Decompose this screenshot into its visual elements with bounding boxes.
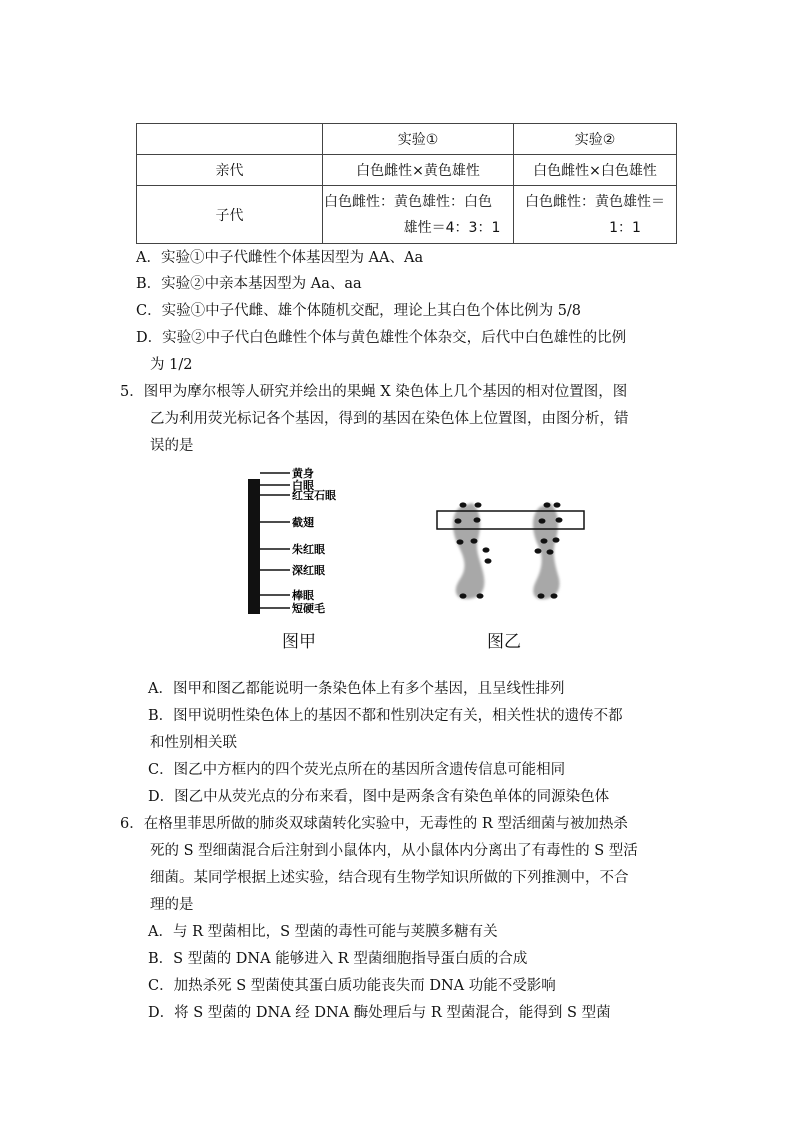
q6-stem-line2: 死的 S 型细菌混合后注射到小鼠体内，从小鼠体内分离出了有毒性的 S 型活 bbox=[150, 843, 638, 859]
q5-option-a: A．图甲和图乙都能说明一条染色体上有多个基因，且呈线性排列 bbox=[148, 681, 565, 697]
q5-stem-line3: 误的是 bbox=[150, 438, 194, 454]
gene-label-bar-eye: 棒眼 bbox=[292, 589, 314, 602]
row-label-parent: 亲代 bbox=[137, 155, 323, 186]
row-label-offspring: 子代 bbox=[137, 186, 323, 244]
figure-b-label: 图乙 bbox=[487, 632, 521, 652]
experiment-table bbox=[136, 123, 677, 244]
cell-offspring-exp2-line1: 白色雌性：黄色雄性＝ bbox=[525, 193, 665, 210]
q4-option-c: C．实验①中子代雌、雄个体随机交配，理论上其白色个体比例为 5/8 bbox=[136, 303, 582, 319]
gene-label-cut-wing: 截翅 bbox=[292, 516, 314, 529]
gene-label-ruby-eye: 红宝石眼 bbox=[292, 489, 336, 502]
figure-b-fluorescence bbox=[430, 495, 595, 610]
q4-option-b: B．实验②中亲本基因型为 Aa、aa bbox=[136, 276, 362, 292]
chromosome-left bbox=[453, 503, 484, 599]
q5-stem-line2: 乙为利用荧光标记各个基因，得到的基因在染色体上位置图，由图分析，错 bbox=[150, 411, 629, 427]
figure-a-label: 图甲 bbox=[282, 632, 316, 652]
q6-stem-line3: 细菌。某同学根据上述实验，结合现有生物学知识所做的下列推测中，不合 bbox=[150, 870, 629, 886]
q6-stem-line1: 6．在格里菲思所做的肺炎双球菌转化实验中，无毒性的 R 型活细菌与被加热杀 bbox=[120, 816, 628, 832]
q5-stem-line1: 5．图甲为摩尔根等人研究并绘出的果蝇 X 染色体上几个基因的相对位置图，图 bbox=[120, 384, 628, 400]
q6-stem-line4: 理的是 bbox=[150, 897, 194, 913]
q5-option-c: C．图乙中方框内的四个荧光点所在的基因所含遗传信息可能相同 bbox=[148, 762, 566, 778]
table-header-row bbox=[137, 124, 677, 155]
figure-a-gene-map bbox=[240, 460, 360, 620]
gene-label-yellow-body: 黄身 bbox=[292, 467, 314, 480]
table-header-empty bbox=[137, 124, 323, 155]
q6-option-a: A．与 R 型菌相比，S 型菌的毒性可能与荚膜多糖有关 bbox=[148, 924, 498, 940]
q6-option-c: C．加热杀死 S 型菌使其蛋白质功能丧失而 DNA 功能不受影响 bbox=[148, 978, 556, 994]
q6-option-d: D．将 S 型菌的 DNA 经 DNA 酶处理后与 R 型菌混合，能得到 S 型菌 bbox=[148, 1005, 611, 1021]
chromosome-bar bbox=[248, 479, 260, 614]
cell-offspring-exp1-line2: 雄性＝4：3：1 bbox=[403, 219, 501, 236]
table-row-offspring bbox=[137, 186, 677, 244]
cell-parent-exp1: 白色雌性×黄色雄性 bbox=[323, 155, 514, 186]
gene-label-carmine-eye: 深红眼 bbox=[292, 564, 325, 577]
q6-option-b: B．S 型菌的 DNA 能够进入 R 型菌细胞指导蛋白质的合成 bbox=[148, 951, 528, 967]
gene-label-short-bristle: 短硬毛 bbox=[292, 602, 325, 615]
cell-offspring-exp1-line1: 白色雌性：黄色雄性：白色 bbox=[324, 193, 492, 210]
q4-option-a: A．实验①中子代雌性个体基因型为 AA、Aa bbox=[136, 250, 424, 266]
gene-label-white-eye: 白眼 bbox=[292, 479, 314, 492]
cell-offspring-exp2-line2: 1：1 bbox=[609, 219, 641, 236]
q4-option-d-line2: 为 1/2 bbox=[150, 357, 193, 373]
q5-option-b-line2: 和性别相关联 bbox=[150, 735, 237, 751]
cell-parent-exp2: 白色雌性×白色雄性 bbox=[514, 155, 677, 186]
q5-option-d: D．图乙中从荧光点的分布来看，图中是两条含有染色单体的同源染色体 bbox=[148, 789, 610, 805]
cell-offspring-exp1 bbox=[323, 186, 514, 244]
table-header-exp2: 实验② bbox=[514, 124, 677, 155]
gene-label-vermilion-eye: 朱红眼 bbox=[292, 543, 325, 556]
table-row-parent bbox=[137, 155, 677, 186]
q4-option-d-line1: D．实验②中子代白色雌性个体与黄色雄性个体杂交，后代中白色雄性的比例 bbox=[136, 330, 627, 346]
q5-option-b-line1: B．图甲说明性染色体上的基因不都和性别决定有关，相关性状的遗传不都 bbox=[148, 708, 623, 724]
table-header-exp1: 实验① bbox=[323, 124, 514, 155]
cell-offspring-exp2 bbox=[514, 186, 677, 244]
